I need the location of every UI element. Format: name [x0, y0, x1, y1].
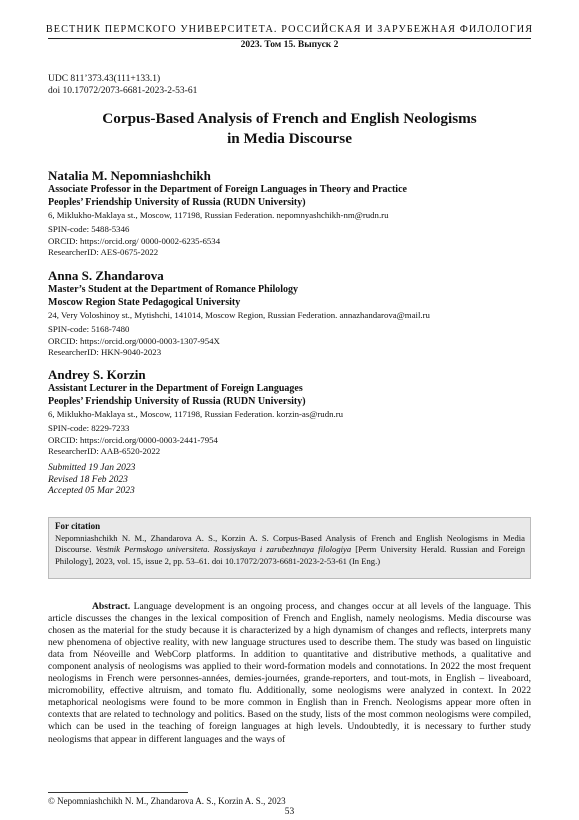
revised-date: Revised 18 Feb 2023	[48, 474, 128, 485]
author-name: Natalia M. Nepomniashchikh	[48, 168, 211, 183]
article-dates	[48, 463, 135, 498]
author-address: 24, Very Voloshinoy st., Mytishchi, 141014, Moscow Region, Russian Federation. annazhandarova@mail.ru	[48, 310, 430, 320]
issue-info: 2023. Том 15. Выпуск 2	[240, 40, 339, 50]
author-block-2	[48, 268, 538, 359]
author-name: Andrey S. Korzin	[48, 367, 146, 382]
citation-text-end: [Perm University Herald. Russian and Foreign Philology], 2023, vol. 15, issue 2, pp. 53–61. doi 10.17072/2073-6681-2023-2-53-61 (In Eng.)	[55, 544, 525, 566]
author-address: 6, Miklukho-Maklaya st., Moscow, 117198, Russian Federation. korzin-as@rudn.ru	[48, 409, 344, 419]
journal-title: ВЕСТНИК ПЕРМСКОГО УНИВЕРСИТЕТА. РОССИЙСКАЯ И ЗАРУБЕЖНАЯ ФИЛОЛОГИЯ	[45, 24, 534, 35]
title-line-1: Corpus-Based Analysis of French and English Neologisms	[102, 110, 477, 127]
copyright-notice: © Nepomniashchikh N. M., Zhandarova A. S., Korzin A. S., 2023	[48, 796, 286, 806]
title-line-2: in Media Discourse	[227, 130, 352, 147]
author-position: Associate Professor in the Department of Foreign Languages in Theory and Practice	[48, 184, 407, 195]
author-orcid: ORCID: https://orcid.org/ 0000-0002-6235-6534	[48, 235, 221, 246]
submitted-date: Submitted 19 Jan 2023	[48, 463, 136, 473]
citation-heading: For citation	[55, 521, 101, 531]
citation-box	[48, 517, 531, 579]
footnote-rule	[48, 792, 188, 793]
author-spin: SPIN-code: 5168-7480	[48, 324, 130, 334]
author-address: 6, Miklukho-Maklaya st., Moscow, 117198, Russian Federation. nepomnyashchikh-nm@rudn.ru	[48, 210, 389, 220]
citation-journal-name: Vestnik Permskogo universiteta. Rossiyskaya i zarubezhnaya filologiya	[95, 544, 352, 555]
author-block-3	[48, 367, 538, 458]
author-name: Anna S. Zhandarova	[48, 268, 164, 283]
abstract-text: Language development is an ongoing process, and changes occur at all levels of the language. This article discusses the changes in the lexical composition of French and English, namely neologisms. Media discourse was chosen as the material for the study because it is characterized by a high dynamism of changes and reflects, interprets many new phenomena of objective reality, with new language structures used to describe them. The study was based on linguistic data from Néoveille and WebCorp platforms. In addition to quantitative and distributive methods, a qualitative and component analysis of neologisms was applied to their word-formation models and connotations. In 2022 the most frequent neologisms in French were personnes-années, demies-journées, grande-reporters, and tout-mots, in English – liveaboard, micromobility, effective altruism, and tomato flu. Additionally, some neologisms were analyzed in context. In 2022 metaphorical neologisms were found to be more common in English than in French. Neologisms appear more often in contexts that are related to technology and politics. Based on the study, lists of the most common neologisms were compiled, which can be used in the teaching of foreign languages at high levels. Undoubtedly, it is necessary to further study neologisms that appear in different languages and the ways of	[48, 601, 531, 745]
citation-text	[55, 533, 525, 567]
udc-code: UDC 811’373.43(111+133.1)	[48, 74, 161, 84]
author-organization: Peoples’ Friendship University of Russia (RUDN University)	[48, 196, 306, 208]
author-spin: SPIN-code: 8229-7233	[48, 423, 130, 433]
author-organization: Peoples’ Friendship University of Russia (RUDN University)	[48, 395, 306, 407]
author-spin: SPIN-code: 5488-5346	[48, 224, 130, 234]
author-researcher-id: ResearcherID: AES-0675-2022	[48, 247, 159, 257]
author-position: Master’s Student at the Department of Romance Philology	[48, 284, 299, 295]
author-orcid: ORCID: https://orcid.org/0000-0003-1307-954X	[48, 335, 220, 346]
accepted-date: Accepted 05 Mar 2023	[48, 486, 135, 496]
author-position: Assistant Lecturer in the Department of Foreign Languages	[48, 383, 303, 394]
author-block-1	[48, 168, 538, 259]
author-orcid: ORCID: https://orcid.org/0000-0003-2441-7954	[48, 434, 218, 445]
citation-text-start: Nepomniashchikh N. M., Zhandarova A. S., Korzin A. S. Corpus-Based Analysis of French and English Neologisms in Media Discourse.	[55, 533, 525, 555]
author-identifiers	[48, 423, 538, 458]
author-researcher-id: ResearcherID: AAB-6520-2022	[48, 446, 161, 456]
page-number: 53	[284, 807, 295, 817]
author-identifiers	[48, 224, 538, 259]
author-organization: Moscow Region State Pedagogical University	[48, 296, 241, 308]
header-rule	[48, 38, 531, 39]
abstract-paragraph	[48, 601, 531, 746]
article-title	[48, 109, 531, 149]
author-identifiers	[48, 324, 538, 359]
abstract-label: Abstract.	[92, 601, 131, 612]
doi: doi 10.17072/2073-6681-2023-2-53-61	[48, 86, 198, 96]
author-researcher-id: ResearcherID: HKN-9040-2023	[48, 347, 162, 357]
